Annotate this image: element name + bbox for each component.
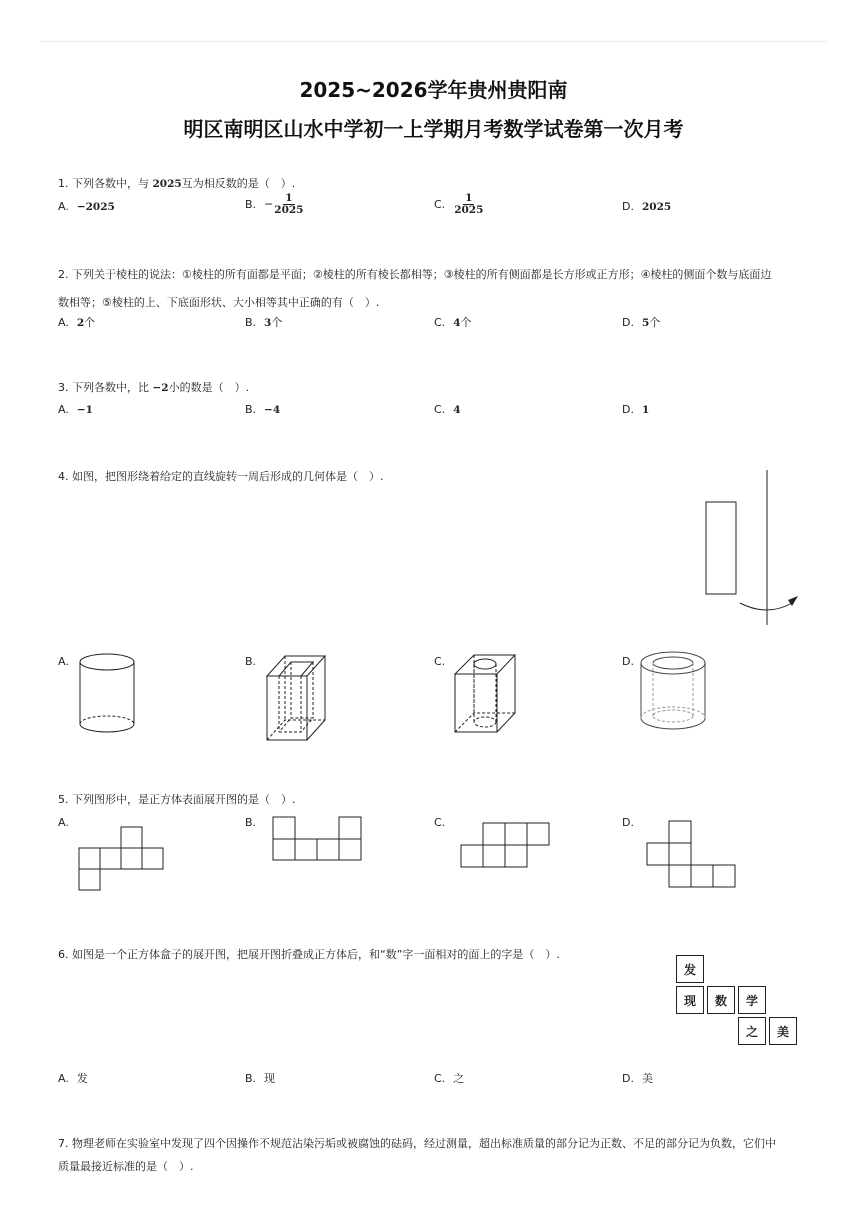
question-1-stem: 1. 下列各数中，与 2025互为相反数的是（ ）.	[58, 177, 296, 190]
question-3-stem: 3. 下列各数中，比 −2小的数是（ ）.	[58, 381, 250, 394]
q5-option-b-label[interactable]: B.	[245, 816, 257, 829]
cube-net-d[interactable]	[646, 820, 740, 890]
rotation-figure	[700, 465, 810, 630]
net-cell: 学	[738, 986, 766, 1014]
net-cell: 数	[707, 986, 735, 1014]
rotated-rectangle	[706, 502, 736, 594]
net-cell: 美	[769, 1017, 797, 1045]
q2-option-b[interactable]: B. 3个	[245, 316, 283, 329]
question-2-stem: 2. 下列关于棱柱的说法：①棱柱的所有面都是平面；②棱柱的所有棱长都相等；③棱柱的所有侧面都是长方形或正方形；④棱柱的侧面个数与底面边 数相等；⑤棱柱的上、下底面形状、大小相等其中正确的有（ ）.	[58, 268, 772, 309]
q5-option-c-label[interactable]: C.	[434, 816, 446, 829]
net-cell: 之	[738, 1017, 766, 1045]
q1-option-c[interactable]: C. $\frac{1}{2025}$	[434, 192, 484, 216]
q6-option-c[interactable]: C. 之	[434, 1072, 465, 1085]
q4-option-b-label[interactable]: B.	[245, 655, 257, 668]
hollow-cylinder-figure[interactable]	[638, 650, 708, 735]
header-rule	[40, 41, 827, 42]
q5-option-d-label[interactable]: D.	[622, 816, 634, 829]
q4-option-a-label[interactable]: A.	[58, 655, 69, 668]
question-5-stem: 5. 下列图形中，是正方体表面展开图的是（ ）.	[58, 793, 296, 806]
fraction: $\frac{1}{2025}$	[274, 192, 304, 216]
q1-option-d[interactable]: D. 2025	[622, 200, 672, 213]
cube-net-c[interactable]	[460, 822, 554, 870]
box-with-hole-figure[interactable]	[452, 652, 522, 736]
q4-option-c-label[interactable]: C.	[434, 655, 446, 668]
q3-option-a[interactable]: A. −1	[58, 403, 93, 416]
cube-net-b[interactable]	[272, 816, 364, 862]
q6-option-b[interactable]: B. 现	[245, 1072, 276, 1085]
question-6-stem: 6. 如图是一个正方体盒子的展开图，把展开图折叠成正方体后，和“数”字一面相对的面上的字是（ ）.	[58, 948, 560, 961]
question-7-stem: 7. 物理老师在实验室中发现了四个因操作不规范沾染污垢或被腐蚀的砝码，经过测量，超出标准质量的部分记为正数、不足的部分记为负数，它们中 质量最接近标准的是（ ）.	[58, 1137, 776, 1173]
q2-option-a[interactable]: A. 2个	[58, 316, 96, 329]
q1-option-b[interactable]: B. − $\frac{1}{2025}$	[245, 192, 304, 216]
q6-option-a[interactable]: A. 发	[58, 1072, 88, 1085]
q3-option-c[interactable]: C. 4	[434, 403, 461, 416]
q3-option-d[interactable]: D. 1	[622, 403, 650, 416]
q2-option-d[interactable]: D. 5个	[622, 316, 661, 329]
q2-option-c[interactable]: C. 4个	[434, 316, 472, 329]
fraction: $\frac{1}{2025}$	[454, 192, 484, 216]
rotation-arrow-icon	[740, 603, 792, 610]
q1-option-a[interactable]: A. −2025	[58, 200, 115, 213]
net-cell: 现	[676, 986, 704, 1014]
hollow-box-figure[interactable]	[262, 652, 332, 744]
q3-option-b[interactable]: B. −4	[245, 403, 281, 416]
q4-option-d-label[interactable]: D.	[622, 655, 634, 668]
page-title-line2: 明区南明区山水中学初一上学期月考数学试卷第一次月考	[183, 117, 684, 141]
net-cell: 发	[676, 955, 704, 983]
cylinder-figure[interactable]	[78, 652, 138, 734]
page-title-line1: 2025~2026学年贵州贵阳南	[299, 78, 568, 102]
cube-net-a[interactable]	[78, 826, 166, 892]
q5-option-a-label[interactable]: A.	[58, 816, 69, 829]
q6-option-d[interactable]: D. 美	[622, 1072, 653, 1085]
question-4-stem: 4. 如图，把图形绕着给定的直线旋转一周后形成的几何体是（ ）.	[58, 470, 384, 483]
